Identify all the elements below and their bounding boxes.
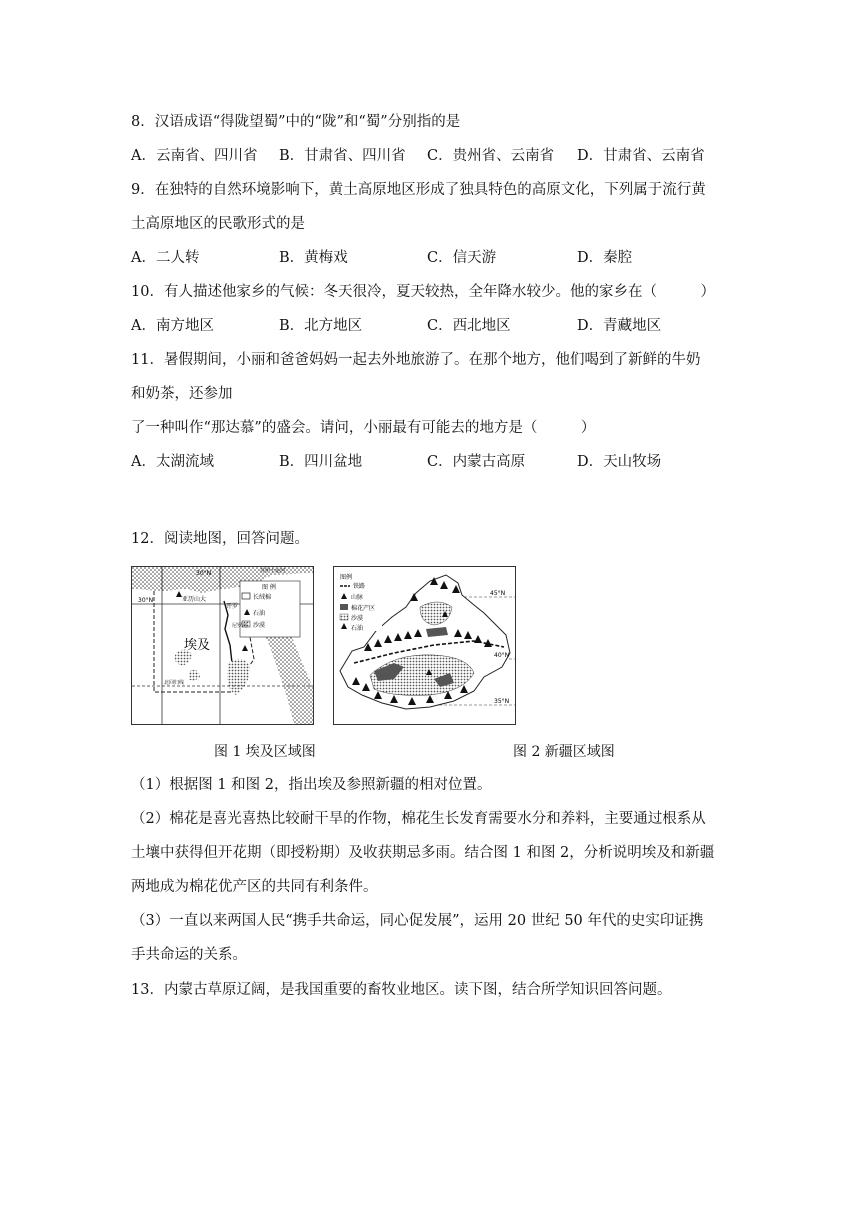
egypt-map	[131, 566, 314, 725]
q9-option-b: B．黄梅戏	[279, 250, 348, 266]
legend-box	[338, 573, 382, 631]
q11-option-d: D．天山牧场	[577, 454, 662, 470]
fig2-caption: 图 2 新疆区域图	[513, 744, 615, 760]
tropic-label: 北回归线	[164, 680, 185, 686]
q9-stem-line2: 土高原地区的民歌形式的是	[131, 216, 305, 232]
fig2-legend-title: 图例	[340, 574, 353, 581]
q12-sub3-line1: （3）一直以来两国人民“携手共命运，同心促发展”，运用 20 世纪 50 年代的史实印证携	[131, 913, 704, 929]
nile-label: 尼罗河	[232, 623, 248, 629]
lat35-label: 35°N	[494, 698, 510, 705]
q8-option-b: B．甘肃省、四川省	[279, 148, 406, 164]
q12-stem: 12．阅读地图，回答问题。	[131, 531, 309, 547]
q12-sub2-line1: （2）棉花是喜光喜热比较耐干旱的作物，棉花生长发育需要水分和养料，主要通过根系从	[131, 811, 706, 827]
q9-option-d: D．秦腔	[577, 250, 633, 266]
fig1-legend-title: 图 例	[262, 584, 276, 591]
desert-legend-icon	[340, 614, 348, 620]
q12-sub2-line3: 两地成为棉花优产区的共同有利条件。	[131, 879, 378, 895]
cairo-label: 开罗	[226, 603, 239, 610]
q11-stem-line2: 和奶茶，还参加	[131, 386, 233, 402]
fig2-legend-oil: 石油	[351, 625, 364, 632]
q12-sub3-line2: 手共命运的关系。	[131, 947, 247, 963]
q9-option-c: C．信天游	[427, 250, 497, 266]
q11-options	[131, 452, 731, 472]
q8-option-a: A．云南省、四川省	[131, 148, 258, 164]
q10-stem: 10．有人描述他家乡的气候：冬天很冷，夏天较热，全年降水较少。他的家乡在（ ）	[131, 284, 715, 300]
fig1-lat-left-label: 30°N	[138, 597, 154, 604]
desert-patch	[227, 659, 250, 695]
fig1-lat-top-label: 30°N	[196, 570, 212, 577]
lat40-label: 40°N	[494, 652, 510, 659]
q10-option-d: D．青藏地区	[577, 318, 662, 334]
cotton-legend-icon	[340, 604, 348, 610]
q12-sub2-line2: 土壤中获得但开花期（即授粉期）及收获期忌多雨。结合图 1 和图 2，分析说明埃及和新疆	[131, 845, 715, 861]
q10-option-c: C．西北地区	[427, 318, 511, 334]
q10-option-a: A．南方地区	[131, 318, 214, 334]
q10-options	[131, 316, 731, 336]
fig2-legend-cotton: 棉花产区	[351, 605, 376, 612]
q9-stem-line1: 9．在独特的自然环境影响下，黄土高原地区形成了独具特色的高原文化，下列属于流行黄	[131, 182, 706, 198]
q9-option-a: A．二人转	[131, 250, 200, 266]
fig2-legend-mountain: 山脉	[351, 594, 364, 601]
fig2-legend-rail: 铁路	[353, 583, 366, 590]
oil-icon	[242, 645, 248, 651]
fig1-caption: 图 1 埃及区域图	[214, 744, 316, 760]
q8-options	[131, 146, 731, 166]
fig1-legend-oil: 石油	[253, 610, 266, 617]
egypt-map-drawing	[132, 567, 313, 724]
lat45-label: 45°N	[490, 590, 506, 597]
q10-option-b: B．北方地区	[279, 318, 363, 334]
fig1-legend-desert: 沙漠	[253, 622, 266, 629]
q8-option-c: C．贵州省、云南省	[427, 148, 555, 164]
q8-option-d: D．甘肃省、云南省	[577, 148, 705, 164]
cotton-legend-icon	[242, 593, 250, 599]
q12-sub1: （1）根据图 1 和图 2，指出埃及参照新疆的相对位置。	[131, 777, 492, 793]
alexandria-label: 亚历山大	[182, 596, 207, 603]
fig1-legend-cotton: 长绒棉	[253, 594, 272, 601]
fig2-legend-desert: 沙漠	[351, 615, 364, 622]
q11-option-b: B．四川盆地	[279, 454, 363, 470]
xinjiang-map-drawing	[334, 567, 515, 724]
q11-stem-line3: 了一种叫作“那达慕”的盛会。请问，小丽最有可能去的地方是（ ）	[131, 420, 596, 436]
q11-option-c: C．内蒙古高原	[427, 454, 526, 470]
q13-stem: 13．内蒙古草原辽阔，是我国重要的畜牧业地区。读下图，结合所学知识回答问题。	[131, 982, 672, 998]
q11-option-a: A．太湖流域	[131, 454, 214, 470]
xinjiang-map	[333, 566, 516, 725]
desert-patch	[188, 670, 200, 681]
egypt-label: 埃及	[184, 638, 211, 653]
q11-stem-line1: 11．暑假期间，小丽和爸爸妈妈一起去外地旅游了。在那个地方，他们喝到了新鲜的牛奶	[131, 352, 701, 368]
q8-stem: 8．汉语成语“得陇望蜀”中的“陇”和“蜀”分别指的是	[131, 114, 461, 130]
q9-options	[131, 248, 731, 268]
canal-label: 苏伊士运河	[260, 568, 286, 574]
